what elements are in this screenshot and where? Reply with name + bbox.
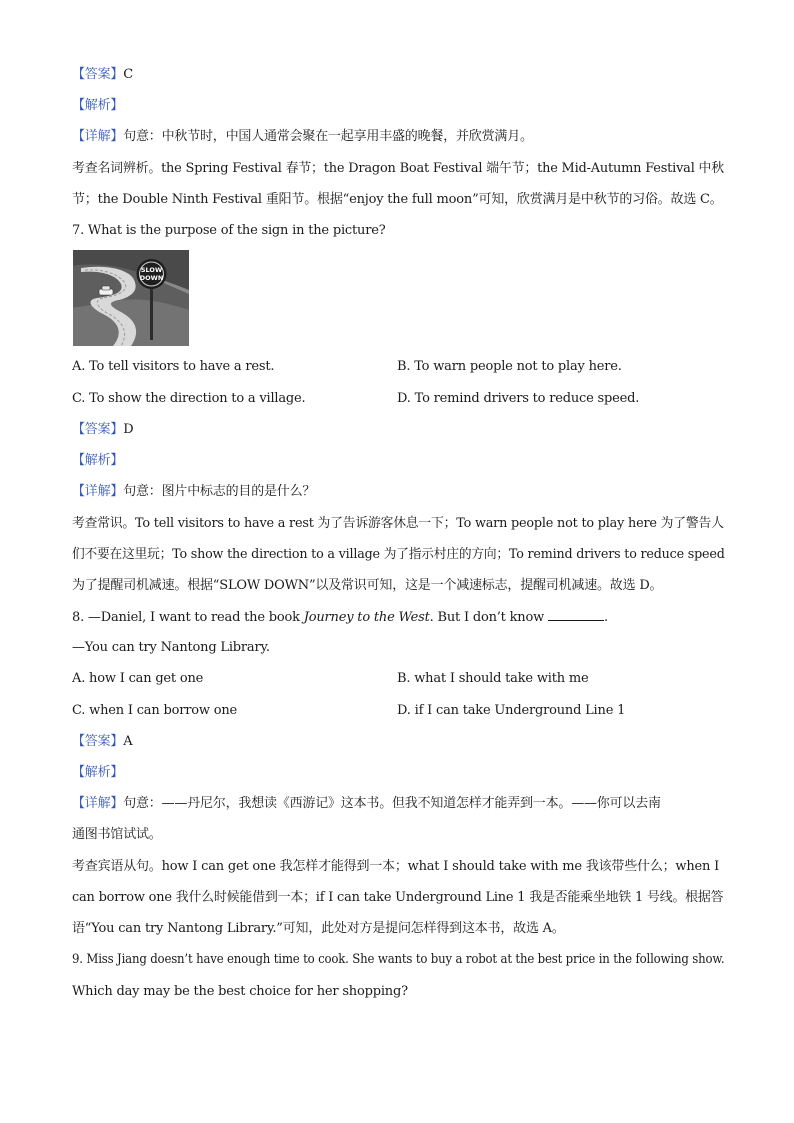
q8-detail-line-1 xyxy=(72,795,722,813)
q7-detail-line-3: 们不要在这里玩；To show the direction to a village 为了指示村庄的方向；To remind drivers to reduce speed xyxy=(72,547,725,562)
detail-text: 句意：中秋节时，中国人通常会聚在一起享用丰盛的晚餐，并欣赏满月。 xyxy=(123,129,533,144)
q8-detail-line-3: 考查宾语从句。how I can get one 我怎样才能得到一本；what I should take with me 我该带些什么；when I xyxy=(72,859,720,874)
answer-value: D xyxy=(123,422,134,437)
slow-down-sign-picture xyxy=(73,250,189,346)
q6-detail-line-2: 考查名词辨析。the Spring Festival 春节；the Dragon Boat Festival 端午节；the Mid-Autumn Festival 中秋 xyxy=(72,161,724,176)
q6-analysis-line xyxy=(72,97,722,115)
q8-option-c: C. when I can borrow one xyxy=(72,703,238,718)
q8-detail-line-5: 语“You can try Nantong Library.”可知，此处对方是提问怎样得到这本书，故选 A。 xyxy=(72,921,565,936)
q8-option-a: A. how I can get one xyxy=(72,671,204,686)
q6-detail-line-1 xyxy=(72,128,722,146)
q7-detail-line-1 xyxy=(72,483,722,501)
sign-text-down: DOWN xyxy=(139,274,164,282)
answer-tag: 【答案】 xyxy=(72,67,124,82)
q8-question xyxy=(72,608,722,627)
detail-tag: 【详解】 xyxy=(72,796,124,811)
detail-text: 句意：——丹尼尔，我想读《西游记》这本书。但我不知道怎样才能弄到一本。——你可以去南 xyxy=(123,796,661,811)
q8-detail-line-4: can borrow one 我什么时候能借到一本；if I can take Underground Line 1 我是否能乘坐地铁 1 号线。根据答 xyxy=(72,890,724,905)
sign-text-slow: SLOW xyxy=(140,266,163,274)
answer-tag: 【答案】 xyxy=(72,734,124,749)
answer-tag: 【答案】 xyxy=(72,422,124,437)
q7-answer-line xyxy=(72,421,722,439)
detail-tag: 【详解】 xyxy=(72,129,124,144)
answer-blank xyxy=(548,608,604,621)
q7-option-c: C. To show the direction to a village. xyxy=(72,391,306,406)
q9-question-line-2: Which day may be the best choice for her shopping? xyxy=(72,984,408,999)
q8-answer-line xyxy=(72,733,722,751)
q7-option-a: A. To tell visitors to have a rest. xyxy=(72,359,275,374)
q8-reply: —You can try Nantong Library. xyxy=(72,640,270,655)
q6-detail-line-3: 节；the Double Ninth Festival 重阳节。根据“enjoy the full moon”可知，欣赏满月是中秋节的习俗。故选 C。 xyxy=(72,192,723,207)
q9-question-line-1: 9. Miss Jiang doesn’t have enough time to cook. She wants to buy a robot at the best price in the following show. xyxy=(72,952,725,967)
q8-analysis-line xyxy=(72,764,722,782)
detail-text: 句意：图片中标志的目的是什么？ xyxy=(123,484,316,499)
q8-option-d: D. if I can take Underground Line 1 xyxy=(397,703,626,718)
q7-analysis-line xyxy=(72,452,722,470)
answer-value: A xyxy=(123,734,133,749)
q7-detail-line-2: 考查常识。To tell visitors to have a rest 为了告诉游客休息一下；To warn people not to play here 为了警告人 xyxy=(72,516,724,531)
q6-answer-line xyxy=(72,66,722,84)
q7-option-d: D. To remind drivers to reduce speed. xyxy=(397,391,640,406)
q8-question-pre: 8. —Daniel, I want to read the book xyxy=(72,610,304,625)
analysis-tag: 【解析】 xyxy=(72,98,124,113)
q8-book-title: Journey to the West xyxy=(303,610,430,625)
q8-option-b: B. what I should take with me xyxy=(397,671,589,686)
q7-detail-line-4: 为了提醒司机减速。根据“SLOW DOWN”以及常识可知，这是一个减速标志，提醒司机减速。故选 D。 xyxy=(72,578,663,593)
q8-detail-line-2: 通图书馆试试。 xyxy=(72,827,162,842)
q8-question-end: . xyxy=(603,610,608,625)
answer-value: C xyxy=(123,67,133,82)
q7-question: 7. What is the purpose of the sign in the picture? xyxy=(72,223,386,238)
detail-tag: 【详解】 xyxy=(72,484,124,499)
q7-option-b: B. To warn people not to play here. xyxy=(397,359,622,374)
analysis-tag: 【解析】 xyxy=(72,765,124,780)
analysis-tag: 【解析】 xyxy=(72,453,124,468)
q8-question-post: . But I don’t know xyxy=(429,610,548,625)
